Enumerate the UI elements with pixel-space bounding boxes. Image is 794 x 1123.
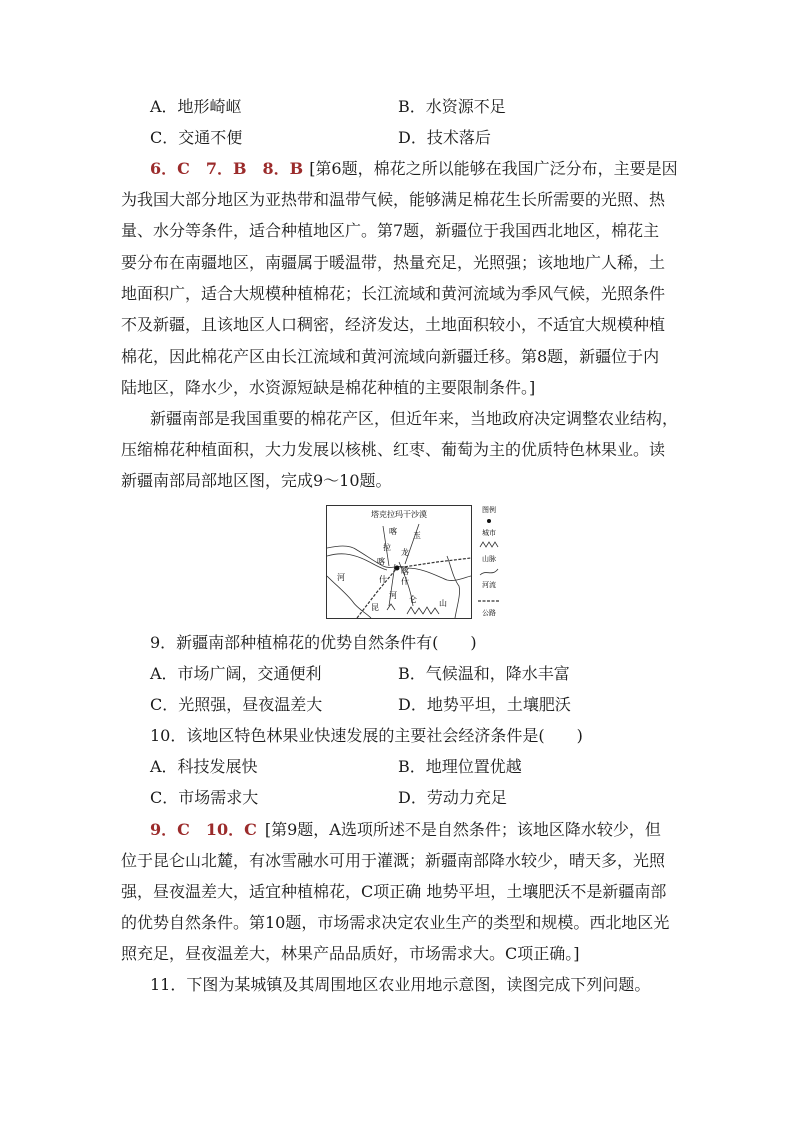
answer-text-line: 的优势自然条件。第10题，市场需求决定农业生产的类型和规模。西北地区光	[121, 913, 670, 932]
city-legend-icon	[487, 519, 491, 523]
legend-label: 河流	[482, 581, 496, 589]
answer-text: [第9题，A选项所述不是自然条件；该地区降水较少，但	[264, 820, 661, 839]
option-b: B．地理位置优越	[398, 757, 522, 776]
answer-text-line: 位于昆仑山北麓，有冰雪融水可用于灌溉；新疆南部降水较少，晴天多，光照	[121, 851, 666, 870]
mountain-symbol	[387, 604, 395, 610]
legend-title: 图例	[482, 506, 496, 514]
map-label: 昆	[371, 603, 379, 612]
answer-text-line: 不及新疆，且该地区人口稠密，经济发达，土地面积较小，不适宜大规模种植	[121, 315, 666, 334]
option-a: A．地形崎岖	[150, 97, 242, 116]
legend-label: 山脉	[482, 555, 496, 563]
map-label: 喀	[401, 567, 409, 576]
legend-label: 公路	[482, 609, 496, 617]
option-d: D．劳动力充足	[398, 788, 507, 807]
option-b: B．气候温和，降水丰富	[398, 664, 570, 683]
map-label: 河	[337, 573, 345, 582]
option-a: A．市场广阔，交通便利	[150, 664, 322, 683]
map-drawing	[327, 506, 471, 618]
mountain-legend-icon	[480, 542, 498, 547]
city-dot	[395, 566, 400, 571]
option-d: D．技术落后	[398, 128, 491, 147]
answer-key: 9．C 10．C	[150, 820, 257, 839]
map-label: 什	[401, 577, 409, 586]
answer-text-line: 棉花，因此棉花产区由长江流域和黄河流域向新疆迁移。第8题，新疆位于内	[121, 347, 660, 366]
question-9-stem: 9．新疆南部种植棉花的优势自然条件有( )	[150, 633, 477, 652]
legend-label: 城市	[482, 529, 496, 537]
river-line	[407, 568, 471, 581]
passage-line: 新疆南部是我国重要的棉花产区，但近年来，当地政府决定调整农业结构，	[150, 409, 679, 428]
map-label: 玉	[413, 531, 421, 540]
question-10-stem: 10．该地区特色林果业快速发展的主要社会经济条件是( )	[150, 726, 583, 745]
option-c: C．光照强，昼夜温差大	[150, 695, 323, 714]
option-d: D．地势平坦，土壤肥沃	[398, 695, 571, 714]
answer-text-line: 照充足，昼夜温差大，林果产品品质好，市场需求大。C项正确。]	[121, 944, 580, 963]
mountain-symbol	[407, 607, 439, 614]
answer-key: 6．C 7．B 8．B	[150, 159, 304, 178]
answer-text: [第6题，棉花之所以能够在我国广泛分布，主要是因	[309, 159, 678, 178]
map-label: 河	[389, 591, 397, 600]
option-c: C．交通不便	[150, 128, 243, 147]
map-label: 什	[379, 575, 387, 584]
option-a: A．科技发展快	[150, 757, 258, 776]
answer-text-line: 要分布在南疆地区，南疆属于暖温带，热量充足，光照强；该地地广人稀，土	[121, 253, 666, 272]
answer-text-line: 量、水分等条件，适合种植地区广。第7题，新疆位于我国西北地区，棉花主	[121, 221, 660, 240]
answer-text-line: 为我国大部分地区为亚热带和温带气候，能够满足棉花生长所需要的光照、热	[121, 190, 666, 209]
passage-line: 压缩棉花种植面积，大力发展以核桃、红枣、葡萄为主的优质特色林果业。读	[121, 440, 666, 459]
map-title: 塔克拉玛干沙漠	[371, 510, 427, 519]
river-line	[405, 524, 419, 564]
map-label: 喀	[377, 557, 385, 566]
boundary-line	[447, 556, 460, 618]
answer-text-line: 地面积广，适合大规模种植棉花；长江流域和黄河流域为季风气候，光照条件	[121, 284, 666, 303]
map-label: 龙	[401, 548, 409, 557]
answer-9-10-first-line	[150, 815, 681, 845]
river-legend-icon	[480, 569, 498, 575]
option-c: C．市场需求大	[150, 788, 259, 807]
boundary-line	[327, 576, 371, 618]
map-label: 山	[439, 599, 447, 608]
question-11-stem: 11．下图为某城镇及其周围地区农业用地示意图，读图完成下列问题。	[150, 975, 651, 994]
map-label: 拉	[383, 543, 391, 552]
map-label: 仑	[409, 595, 417, 604]
map-label: 喀	[389, 527, 397, 536]
legend-drawing	[474, 503, 504, 619]
answer-6-8-first-line	[150, 154, 681, 184]
option-b: B．水资源不足	[398, 97, 506, 116]
map-legend	[474, 503, 504, 619]
passage-line: 新疆南部局部地区图，完成9～10题。	[121, 471, 392, 490]
answer-text-line: 陆地区，降水少，水资源短缺是棉花种植的主要限制条件。]	[121, 378, 536, 397]
answer-text-line: 强，昼夜温差大，适宜种植棉花，C项正确 地势平坦，土壤肥沃不是新疆南部	[121, 882, 667, 901]
map-figure	[326, 505, 472, 619]
